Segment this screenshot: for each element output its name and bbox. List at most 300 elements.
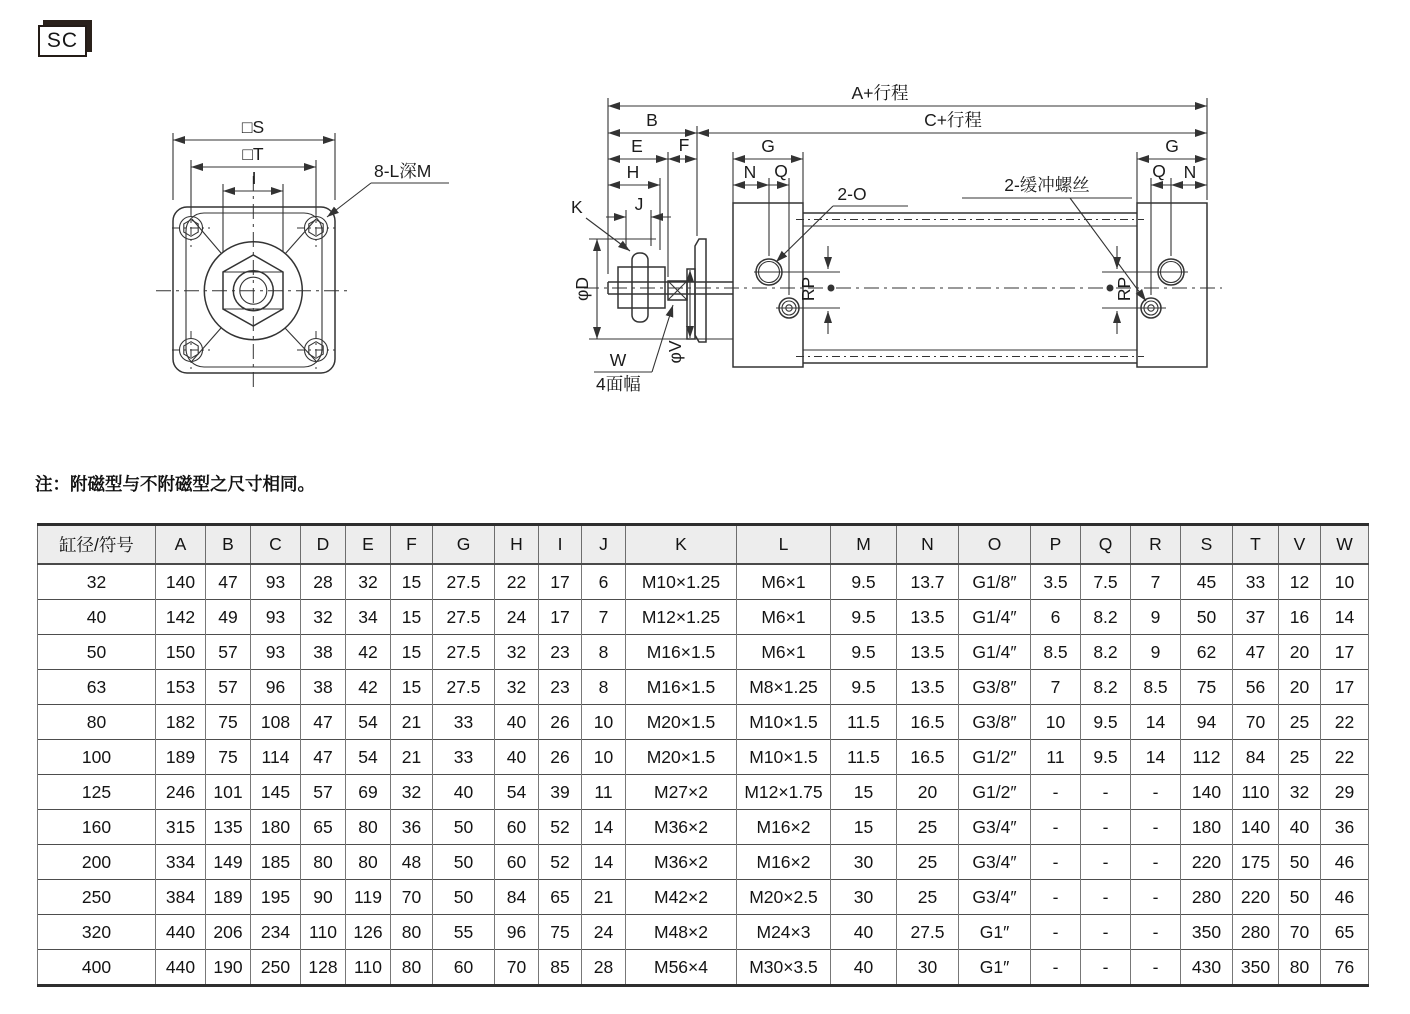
table-cell: 36 <box>391 810 433 845</box>
table-cell: 440 <box>156 915 206 950</box>
table-cell: 126 <box>346 915 391 950</box>
table-cell: 9.5 <box>1081 740 1131 775</box>
table-cell: 125 <box>38 775 156 810</box>
table-cell: 9.5 <box>831 600 897 635</box>
table-cell: 70 <box>1279 915 1321 950</box>
table-cell: 60 <box>495 845 539 880</box>
table-cell: 350 <box>1233 950 1279 986</box>
table-cell: M6×1 <box>737 600 831 635</box>
table-header-cell: D <box>301 525 346 565</box>
table-cell: 112 <box>1181 740 1233 775</box>
dim-j-label: J <box>634 194 644 214</box>
table-cell: 55 <box>433 915 495 950</box>
table-cell: - <box>1031 775 1081 810</box>
table-cell: 15 <box>391 635 433 670</box>
table-cell: G1″ <box>959 915 1031 950</box>
dim-w-sub-label: 4面幅 <box>596 374 641 394</box>
table-cell: 430 <box>1181 950 1233 986</box>
table-cell: 40 <box>38 600 156 635</box>
table-cell: - <box>1081 880 1131 915</box>
table-cell: 22 <box>1321 705 1369 740</box>
table-cell: 13.7 <box>897 564 959 600</box>
table-cell: 65 <box>539 880 582 915</box>
table-cell: 149 <box>206 845 251 880</box>
table-cell: 80 <box>1279 950 1321 986</box>
table-row <box>38 950 1369 986</box>
table-cell: 40 <box>495 740 539 775</box>
table-cell: M16×1.5 <box>626 670 737 705</box>
table-cell: 160 <box>38 810 156 845</box>
table-cell: 47 <box>206 564 251 600</box>
table-cell: 50 <box>433 845 495 880</box>
table-cell: 36 <box>1321 810 1369 845</box>
table-cell: 33 <box>1233 564 1279 600</box>
table-cell: 220 <box>1181 845 1233 880</box>
table-cell: 33 <box>433 705 495 740</box>
table-cell: - <box>1131 950 1181 986</box>
table-cell: 16 <box>1279 600 1321 635</box>
table-cell: 8.2 <box>1081 600 1131 635</box>
table-cell: - <box>1031 810 1081 845</box>
table-cell: 21 <box>391 705 433 740</box>
dim-q-right-label: Q <box>1152 161 1166 181</box>
table-cell: 32 <box>391 775 433 810</box>
table-cell: 23 <box>539 670 582 705</box>
table-cell: 8 <box>582 635 626 670</box>
table-cell: 21 <box>582 880 626 915</box>
table-cell: 32 <box>1279 775 1321 810</box>
front-view <box>156 117 449 388</box>
table-cell: 15 <box>831 810 897 845</box>
table-cell: 27.5 <box>897 915 959 950</box>
dim-e-label: E <box>631 136 643 156</box>
table-cell: 29 <box>1321 775 1369 810</box>
table-cell: 10 <box>582 740 626 775</box>
table-cell: M42×2 <box>626 880 737 915</box>
table-cell: 14 <box>582 845 626 880</box>
table-cell: 350 <box>1181 915 1233 950</box>
table-cell: 25 <box>1279 740 1321 775</box>
table-row <box>38 845 1369 880</box>
table-cell: 28 <box>582 950 626 986</box>
table-cell: 195 <box>251 880 301 915</box>
dim-c-label: C+行程 <box>924 110 982 130</box>
table-cell: 84 <box>1233 740 1279 775</box>
table-cell: 15 <box>391 600 433 635</box>
table-cell: 13.5 <box>897 635 959 670</box>
table-cell: - <box>1081 915 1131 950</box>
table-cell: M12×1.75 <box>737 775 831 810</box>
table-cell: 384 <box>156 880 206 915</box>
table-cell: 140 <box>1233 810 1279 845</box>
table-cell: 280 <box>1233 915 1279 950</box>
table-cell: 40 <box>495 705 539 740</box>
table-cell: - <box>1031 845 1081 880</box>
dim-h-label: H <box>626 162 640 182</box>
table-cell: 7 <box>1131 564 1181 600</box>
table-cell: 135 <box>206 810 251 845</box>
table-cell: 70 <box>495 950 539 986</box>
table-cell: 180 <box>1181 810 1233 845</box>
table-cell: M8×1.25 <box>737 670 831 705</box>
table-cell: 20 <box>1279 635 1321 670</box>
table-cell: 62 <box>1181 635 1233 670</box>
dim-f-label: F <box>678 135 690 155</box>
table-cell: 27.5 <box>433 600 495 635</box>
table-cell: 15 <box>391 564 433 600</box>
table-cell: 110 <box>301 915 346 950</box>
table-cell: 96 <box>251 670 301 705</box>
table-cell: - <box>1131 915 1181 950</box>
table-cell: - <box>1131 810 1181 845</box>
table-cell: 6 <box>582 564 626 600</box>
flange-plate <box>695 239 706 342</box>
table-cell: G3/8″ <box>959 705 1031 740</box>
table-cell: 33 <box>433 740 495 775</box>
table-cell: 38 <box>301 670 346 705</box>
table-cell: 7 <box>582 600 626 635</box>
table-cell: 56 <box>1233 670 1279 705</box>
table-cell: 14 <box>1321 600 1369 635</box>
table-header-cell: S <box>1181 525 1233 565</box>
table-cell: 25 <box>897 845 959 880</box>
table-cell: 3.5 <box>1031 564 1081 600</box>
table-header-cell: O <box>959 525 1031 565</box>
table-cell: 7.5 <box>1081 564 1131 600</box>
table-cell: 175 <box>1233 845 1279 880</box>
table-cell: M56×4 <box>626 950 737 986</box>
table-cell: 84 <box>495 880 539 915</box>
table-cell: 42 <box>346 670 391 705</box>
table-header-cell: Q <box>1081 525 1131 565</box>
table-cell: M36×2 <box>626 845 737 880</box>
table-cell: - <box>1131 775 1181 810</box>
table-cell: 32 <box>38 564 156 600</box>
table-cell: 76 <box>1321 950 1369 986</box>
table-cell: 80 <box>391 915 433 950</box>
mounting-hole <box>172 209 210 247</box>
table-cell: 119 <box>346 880 391 915</box>
table-cell: 57 <box>301 775 346 810</box>
table-cell: 9.5 <box>1081 705 1131 740</box>
table-cell: 234 <box>251 915 301 950</box>
table-header-cell: K <box>626 525 737 565</box>
table-cell: 40 <box>831 915 897 950</box>
note-text: 注：附磁型与不附磁型之尺寸相同。 <box>35 474 315 494</box>
table-cell: 8.2 <box>1081 635 1131 670</box>
table-cell: G3/4″ <box>959 880 1031 915</box>
table-cell: 250 <box>251 950 301 986</box>
dim-q-left-label: Q <box>774 161 788 181</box>
table-cell: G3/4″ <box>959 845 1031 880</box>
table-cell: 320 <box>38 915 156 950</box>
table-cell: 140 <box>1181 775 1233 810</box>
dim-phi-d-label: φD <box>572 277 592 301</box>
table-cell: 100 <box>38 740 156 775</box>
table-cell: M20×1.5 <box>626 740 737 775</box>
table-cell: M10×1.5 <box>737 705 831 740</box>
table-cell: 42 <box>346 635 391 670</box>
table-cell: M12×1.25 <box>626 600 737 635</box>
table-cell: 6 <box>1031 600 1081 635</box>
table-header-cell: A <box>156 525 206 565</box>
table-cell: 13.5 <box>897 600 959 635</box>
table-cell: G1/2″ <box>959 740 1031 775</box>
table-header-cell: J <box>582 525 626 565</box>
table-cell: 50 <box>433 880 495 915</box>
table-cell: 9.5 <box>831 635 897 670</box>
table-cell: 17 <box>539 564 582 600</box>
table-header-cell: P <box>1031 525 1081 565</box>
table-cell: 21 <box>391 740 433 775</box>
table-cell: 50 <box>1279 880 1321 915</box>
table-cell: 27.5 <box>433 635 495 670</box>
table-header-cell: H <box>495 525 539 565</box>
table-cell: 20 <box>897 775 959 810</box>
table-cell: 101 <box>206 775 251 810</box>
table-row <box>38 670 1369 705</box>
table-cell: 27.5 <box>433 564 495 600</box>
table-cell: G1/8″ <box>959 564 1031 600</box>
table-cell: 280 <box>1181 880 1233 915</box>
table-header-cell: 缸径/符号 <box>38 525 156 565</box>
table-cell: 60 <box>495 810 539 845</box>
table-cell: 57 <box>206 670 251 705</box>
table-cell: M30×3.5 <box>737 950 831 986</box>
table-cell: 11.5 <box>831 705 897 740</box>
table-header-cell: N <box>897 525 959 565</box>
table-row <box>38 740 1369 775</box>
table-header-cell: G <box>433 525 495 565</box>
series-tag-label: SC <box>46 29 79 52</box>
table-cell: 110 <box>346 950 391 986</box>
table-cell: 25 <box>897 810 959 845</box>
table-cell: 46 <box>1321 845 1369 880</box>
table-cell: 50 <box>433 810 495 845</box>
table-cell: 25 <box>897 880 959 915</box>
table-cell: 400 <box>38 950 156 986</box>
table-header-cell: E <box>346 525 391 565</box>
table-cell: 26 <box>539 705 582 740</box>
table-cell: 96 <box>495 915 539 950</box>
table-cell: 8.5 <box>1131 670 1181 705</box>
table-cell: G1/4″ <box>959 635 1031 670</box>
table-cell: 63 <box>38 670 156 705</box>
table-cell: 9.5 <box>831 670 897 705</box>
table-cell: 11 <box>582 775 626 810</box>
dim-g-left-label: G <box>761 136 775 156</box>
table-cell: M24×3 <box>737 915 831 950</box>
table-cell: G1″ <box>959 950 1031 986</box>
table-row <box>38 775 1369 810</box>
table-cell: 11 <box>1031 740 1081 775</box>
table-header-cell: C <box>251 525 301 565</box>
table-cell: 47 <box>1233 635 1279 670</box>
table-cell: 189 <box>206 880 251 915</box>
table-cell: 206 <box>206 915 251 950</box>
table-cell: 128 <box>301 950 346 986</box>
dim-s-label: □S <box>241 117 265 137</box>
side-view <box>571 83 1222 394</box>
dim-phi-v-label: φV <box>665 340 685 364</box>
mounting-hole <box>297 331 335 369</box>
table-cell: 54 <box>495 775 539 810</box>
table-header-cell: R <box>1131 525 1181 565</box>
table-cell: 246 <box>156 775 206 810</box>
table-cell: 28 <box>301 564 346 600</box>
dim-g-right-label: G <box>1165 136 1179 156</box>
table-header-row <box>38 525 1369 565</box>
table-cell: G3/4″ <box>959 810 1031 845</box>
table-cell: 38 <box>301 635 346 670</box>
table-cell: - <box>1081 810 1131 845</box>
table-cell: 70 <box>1233 705 1279 740</box>
table-cell: 40 <box>831 950 897 986</box>
table-cell: 142 <box>156 600 206 635</box>
table-cell: 8 <box>582 670 626 705</box>
table-cell: 114 <box>251 740 301 775</box>
table-cell: 250 <box>38 880 156 915</box>
table-cell: G1/2″ <box>959 775 1031 810</box>
table-cell: M48×2 <box>626 915 737 950</box>
table-header-cell: V <box>1279 525 1321 565</box>
table-cell: 40 <box>433 775 495 810</box>
table-cell: M10×1.5 <box>737 740 831 775</box>
dimension-table <box>37 523 1369 987</box>
port-callout-label: 2-O <box>837 184 867 204</box>
table-cell: 65 <box>301 810 346 845</box>
table-cell: 145 <box>251 775 301 810</box>
dim-k-label: K <box>571 197 583 217</box>
dim-t-label: □T <box>242 144 264 164</box>
table-cell: 16.5 <box>897 740 959 775</box>
engineering-drawings <box>0 0 1410 470</box>
table-cell: 15 <box>831 775 897 810</box>
table-cell: 34 <box>346 600 391 635</box>
table-header-cell: M <box>831 525 897 565</box>
table-cell: 7 <box>1031 670 1081 705</box>
table-cell: G1/4″ <box>959 600 1031 635</box>
table-cell: 60 <box>433 950 495 986</box>
table-cell: M16×2 <box>737 845 831 880</box>
table-cell: 32 <box>495 635 539 670</box>
table-cell: 85 <box>539 950 582 986</box>
table-cell: - <box>1131 880 1181 915</box>
table-cell: 12 <box>1279 564 1321 600</box>
table-cell: 11.5 <box>831 740 897 775</box>
table-cell: 47 <box>301 705 346 740</box>
table-cell: 153 <box>156 670 206 705</box>
table-cell: 16.5 <box>897 705 959 740</box>
table-header-cell: T <box>1233 525 1279 565</box>
table-cell: 24 <box>495 600 539 635</box>
table-cell: 10 <box>1321 564 1369 600</box>
table-row <box>38 600 1369 635</box>
table-cell: 14 <box>1131 740 1181 775</box>
table-cell: 54 <box>346 705 391 740</box>
table-cell: 50 <box>1181 600 1233 635</box>
table-cell: - <box>1081 775 1131 810</box>
table-cell: M20×1.5 <box>626 705 737 740</box>
table-cell: 46 <box>1321 880 1369 915</box>
table-cell: 80 <box>301 845 346 880</box>
table-cell: 110 <box>1233 775 1279 810</box>
table-row <box>38 635 1369 670</box>
table-cell: - <box>1081 950 1131 986</box>
table-header-cell: L <box>737 525 831 565</box>
table-cell: 9.5 <box>831 564 897 600</box>
table-cell: 75 <box>1181 670 1233 705</box>
table-cell: 75 <box>539 915 582 950</box>
table-cell: 32 <box>346 564 391 600</box>
table-cell: 22 <box>495 564 539 600</box>
table-cell: 65 <box>1321 915 1369 950</box>
table-cell: 45 <box>1181 564 1233 600</box>
table-cell: 47 <box>301 740 346 775</box>
table-cell: 48 <box>391 845 433 880</box>
dim-a-label: A+行程 <box>851 83 909 103</box>
table-cell: 50 <box>1279 845 1321 880</box>
table-cell: G3/8″ <box>959 670 1031 705</box>
table-cell: 54 <box>346 740 391 775</box>
table-cell: 94 <box>1181 705 1233 740</box>
table-cell: 8.2 <box>1081 670 1131 705</box>
table-cell: 69 <box>346 775 391 810</box>
table-cell: - <box>1031 915 1081 950</box>
table-cell: 14 <box>1131 705 1181 740</box>
table-cell: 25 <box>1279 705 1321 740</box>
dim-n-left-label: N <box>743 162 757 182</box>
table-cell: 80 <box>391 950 433 986</box>
table-cell: 17 <box>1321 635 1369 670</box>
table-cell: 13.5 <box>897 670 959 705</box>
table-header-cell: W <box>1321 525 1369 565</box>
table-cell: M20×2.5 <box>737 880 831 915</box>
table-cell: 190 <box>206 950 251 986</box>
table-cell: 80 <box>38 705 156 740</box>
table-cell: M16×1.5 <box>626 635 737 670</box>
table-cell: 32 <box>495 670 539 705</box>
table-cell: 182 <box>156 705 206 740</box>
table-cell: 14 <box>582 810 626 845</box>
table-cell: 70 <box>391 880 433 915</box>
table-cell: 75 <box>206 705 251 740</box>
dim-b-label: B <box>646 110 658 130</box>
table-cell: 220 <box>1233 880 1279 915</box>
table-cell: 17 <box>1321 670 1369 705</box>
table-cell: 24 <box>582 915 626 950</box>
table-cell: 200 <box>38 845 156 880</box>
table-row <box>38 880 1369 915</box>
table-cell: 52 <box>539 810 582 845</box>
table-body <box>38 564 1369 986</box>
table-cell: - <box>1131 845 1181 880</box>
table-row <box>38 810 1369 845</box>
table-cell: 334 <box>156 845 206 880</box>
table-cell: 75 <box>206 740 251 775</box>
table-cell: 32 <box>301 600 346 635</box>
table-cell: - <box>1031 950 1081 986</box>
table-cell: 26 <box>539 740 582 775</box>
dim-w-label: W <box>609 350 627 370</box>
table-cell: 315 <box>156 810 206 845</box>
table-cell: 90 <box>301 880 346 915</box>
thread-callout-label: 8-L深M <box>374 161 432 181</box>
table-row <box>38 705 1369 740</box>
table-cell: 440 <box>156 950 206 986</box>
table-cell: M6×1 <box>737 564 831 600</box>
table-cell: 10 <box>582 705 626 740</box>
